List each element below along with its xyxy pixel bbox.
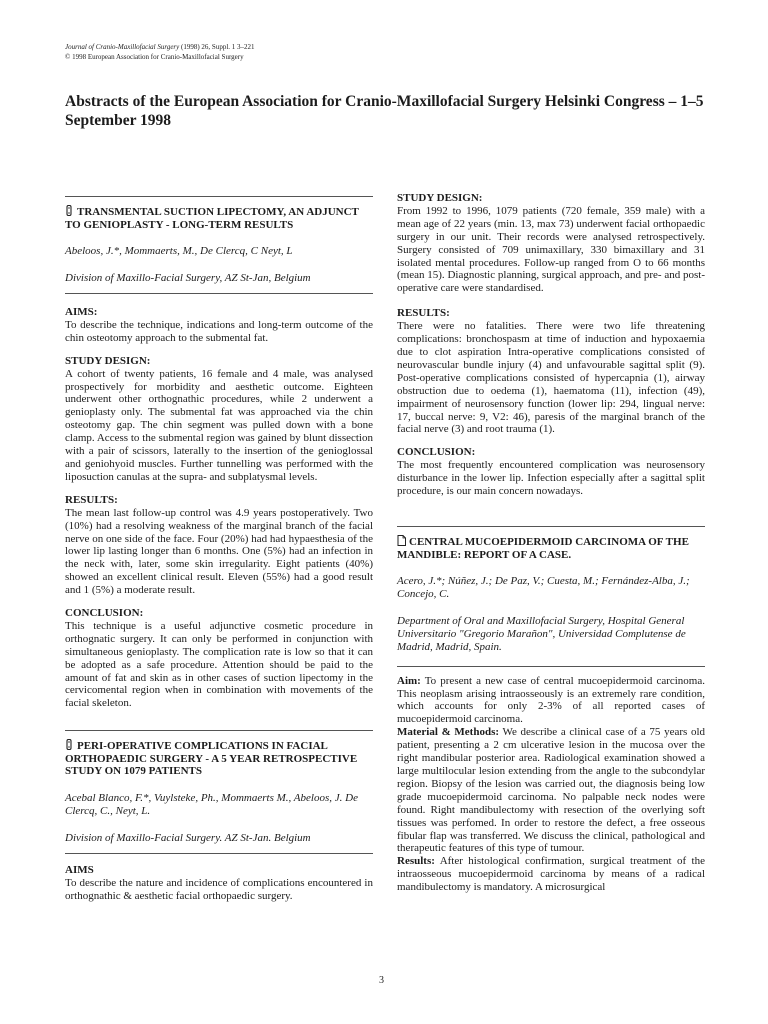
section-heading: RESULTS: bbox=[397, 307, 450, 320]
phone-receiver-icon bbox=[65, 205, 74, 216]
section-heading: CONCLUSION: bbox=[65, 607, 144, 620]
section-divider bbox=[65, 293, 373, 294]
paragraph: To describe the nature and incidence of complications encountered in orthognathic & aesthetic facial orthopaedic surgery. bbox=[65, 876, 373, 902]
abstract-title bbox=[65, 739, 373, 778]
author-list: Acero, J.*; Núñez, J.; De Paz, V.; Cuesta, M.; Fernández-Alba, J.; Concejo, C. bbox=[397, 575, 690, 601]
section-heading: STUDY DESIGN: bbox=[65, 354, 151, 367]
page-title: Abstracts of the European Association for Cranio-Maxillofacial Surgery Helsinki Congress – 1–5 September 1998 bbox=[65, 93, 704, 129]
paragraph: A cohort of twenty patients, 16 female and 4 male, was analysed prospectively for morbidity and aesthetic outcome. Eighteen underwent other orthognathic procedures, while 2 underwent a genioplasty only. The submental fat was approached via the chin osteotomy gap. The chin segment was pulled down with a bone clamp. Access to the submental region was gained by blunt dissection with a pair of scissors, laterally to the insertion of the genioglossal and geniohyoid muscles. Further tunnelling was performed with the liposuction canulas at the supra- and subplatysmal levels. bbox=[65, 367, 373, 483]
journal-name: Journal of Cranio-Maxillofacial Surgery bbox=[65, 43, 180, 51]
paragraph: This technique is a useful adjunctive cosmetic procedure in orthognatic surgery. It can only be performed in conjunction with simultaneous genioplasty. The complication rate is low so that it can be adopted as a safe procedure. Attention should be paid to the amount of fat and skin as in other cases of suction lipectomy in the cervicomental region when in combination with movements of the facial skeleton. bbox=[65, 619, 373, 710]
author-list: Abeloos, J.*, Mommaerts, M., De Clercq, C Neyt, L bbox=[65, 245, 293, 258]
affiliation: Division of Maxillo-Facial Surgery. AZ St-Jan. Belgium bbox=[65, 831, 311, 844]
section-divider bbox=[65, 853, 373, 854]
run-in-heading: Aim: bbox=[397, 674, 421, 687]
document-icon bbox=[397, 535, 406, 546]
paragraph bbox=[397, 855, 705, 894]
affiliation: Division of Maxillo-Facial Surgery, AZ St-Jan, Belgium bbox=[65, 272, 311, 285]
section-heading: STUDY DESIGN: bbox=[397, 192, 483, 204]
paragraph: The mean last follow-up control was 4.9 years postoperatively. Two (10%) had a resolving weakness of the marginal branch of the facial nerve on one side of the face. Four (20%) had had hypaesthesia of the lower lip lasting longer than 6 months. One (5%) had an infection in the neck with, later, some skin irregularity. Eight patients (40%) showed an excellent clinical result. Eleven (55%) had a good result and 1 (5%) a moderate result. bbox=[65, 506, 373, 597]
abstract-title-text: PERI-OPERATIVE COMPLICATIONS IN FACIAL ORTHOPAEDIC SURGERY - A 5 YEAR RETROSPECTIVE STUDY ON 1079 PATIENTS bbox=[65, 740, 358, 778]
abstract-title-text: CENTRAL MUCOEPIDERMOID CARCINOMA OF THE MANDIBLE: REPORT OF A CASE. bbox=[397, 535, 689, 561]
section-heading: AIMS bbox=[65, 863, 94, 876]
copyright-line: © 1998 European Association for Cranio-Maxillofacial Surgery bbox=[65, 53, 244, 61]
journal-reference bbox=[65, 42, 255, 52]
section-divider bbox=[397, 666, 705, 667]
run-in-heading: Material & Methods: bbox=[397, 726, 500, 739]
right-column bbox=[397, 192, 705, 894]
paragraph: To describe the technique, indications and long-term outcome of the chin osteotomy approach to the submental fat. bbox=[65, 318, 373, 344]
paragraph: From 1992 to 1996, 1079 patients (720 female, 359 male) with a mean age of 22 years (min. 13, max 73) underwent facial orthopaedic surgery in our unit. Their records were analysed retrospectively. Surgery consisted of 709 unimaxillary, 330 bimaxillary and 31 isolated mental procedures. Follow-up ranged from O to 66 months (mean 15). Diagnostic planning, surgical approach, and pre- and post-operative care were standardised. bbox=[397, 204, 705, 295]
abstract-title bbox=[397, 535, 705, 561]
author-list: Acebal Blanco, F.*, Vuylsteke, Ph., Mommaerts M., Abeloos, J. De Clercq, C., Neyt, L. bbox=[65, 792, 358, 817]
paragraph: There were no fatalities. There were two life threatening complications: bronchospasm at time of induction and hypoxaemia due to clot aspiration Intra-operative complications consisted of neurovascular bundle injury (4) and unfavourable sagittal split (9). Post-operative complications consisted of hypercapnia (1), airway obstruction due to oedema (1), haematoma (11), infection (49), impairment of neurosensory function (lower lip: 294, lingual nerve: 17, buccal nerve: 9, V2: 46), paresis of the marginal branch of the facial nerve (3) and root trauma (1). bbox=[397, 320, 705, 436]
paragraph-text: After histological confirmation, surgical treatment of the intraosseous mucoepidermoid carcinoma by means of a radical mandibulectomy is mandatory. A microsurgical bbox=[397, 855, 705, 894]
run-in-heading: Results: bbox=[397, 855, 435, 868]
paragraph-text: To present a new case of central mucoepidermoid carcinoma. This neoplasm arising intraosseously is an extremely rare condition, which accounts for only 2-3% of all reported cases of mucoepidermoid carcinoma. bbox=[397, 674, 705, 726]
paragraph-text: We describe a clinical case of a 75 years old patient, presenting a 2 cm ulcerative lesion in the mucosa over the right mandibular posterior area. Radiological examination showed a large multilocular lesion extending from the angle to the subcondylar region. Biopsy of the lesion was carried out, the diagnosis being low grade mucoepidermoid carcinoma. No palpable neck nodes were found. Right mandibulectomy with resection of the overlying soft tissues was perfomed. In order to restore the defect, a free osseous fibular flap was transferred. We discuss the clinical, pathological and therapeutic features of this type of tumour. bbox=[397, 726, 705, 855]
section-heading: RESULTS: bbox=[65, 493, 118, 506]
affiliation: Department of Oral and Maxillofacial Surgery, Hospital General Universitario "Gregorio Marañon", Universidad Complutense de Madrid, Madrid, Spain. bbox=[397, 614, 686, 653]
section-divider bbox=[65, 730, 373, 731]
journal-citation: (1998) 26, Suppl. 1 3–221 bbox=[179, 43, 255, 51]
section-heading: CONCLUSION: bbox=[397, 446, 476, 459]
paragraph bbox=[397, 675, 705, 727]
paragraph: The most frequently encountered complication was neurosensory disturbance in the lower lip. Infection especially after a sagittal split procedure, is our main concern nowadays. bbox=[397, 459, 705, 498]
page-number: 3 bbox=[379, 975, 384, 986]
section-heading: AIMS: bbox=[65, 306, 98, 318]
phone-receiver-icon bbox=[65, 739, 74, 750]
abstract-title bbox=[65, 205, 373, 231]
section-divider bbox=[397, 526, 705, 527]
section-divider bbox=[65, 196, 373, 197]
left-column bbox=[65, 192, 373, 903]
abstract-title-text: TRANSMENTAL SUCTION LIPECTOMY, AN ADJUNCT TO GENIOPLASTY - LONG-TERM RESULTS bbox=[65, 206, 359, 231]
paragraph bbox=[397, 726, 705, 855]
